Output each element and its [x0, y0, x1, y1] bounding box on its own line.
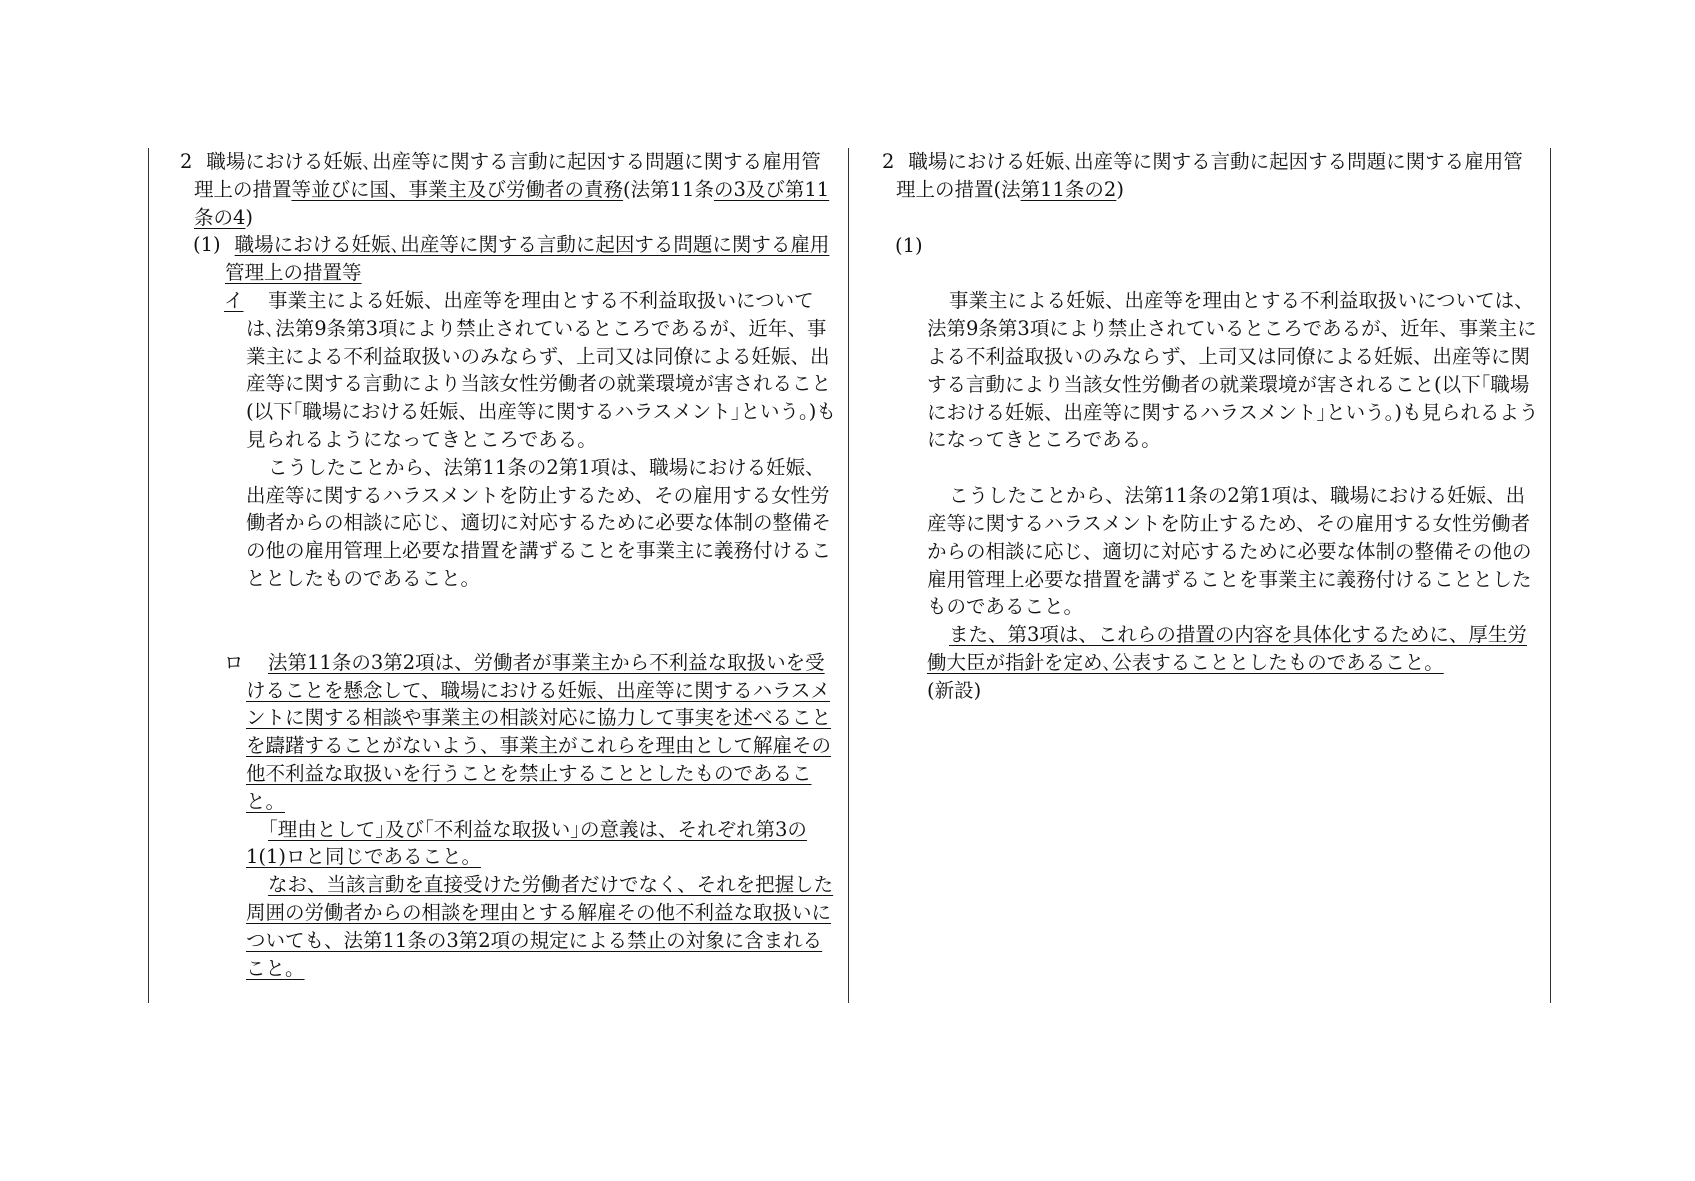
amended-text: 等並びに国、事業主及び労働者の責務 — [291, 177, 624, 201]
amended-text: 第11条の2 — [1020, 177, 1117, 201]
amended-text: ｢理由として｣及び｢不利益な取扱い｣の意義は、それぞれ第3の1(1)ロと同じであること。 — [246, 817, 807, 869]
item-i-paragraph-2: こうしたことから、法第11条の2第1項は、職場における妊娠、出産等に関するハラスメントを防止するため、その雇用する女性労働者からの相談に応じ、適切に対応するために必要な体制の整備その他の雇用管理上必要な措置を講ずることを事業主に義務付けることとしたものであること。 — [246, 455, 832, 590]
body-paragraph-2: こうしたことから、法第11条の2第1項は、職場における妊娠、出産等に関するハラスメントを防止するため、その雇用する女性労働者からの相談に応じ、適切に対応するために必要な体制の整備その他の雇用管理上必要な措置を講ずることを事業主に義務付けることとしたものであること。 — [927, 484, 1532, 619]
revised-column — [180, 148, 840, 982]
item-mark: ロ — [224, 650, 244, 674]
item-ro-paragraph-2 — [180, 816, 840, 872]
item-mark: イ — [224, 288, 244, 312]
left-border-line — [148, 148, 149, 1003]
item-ro-paragraph-3 — [180, 871, 840, 982]
body-paragraph-3 — [882, 621, 1542, 677]
subsection-number: (1) — [895, 233, 923, 257]
amended-text: なお、当該言動を直接受けた労働者だけでなく、それを把握した周囲の労働者からの相談を理由とする解雇その他不利益な取扱いについても、法第11条の3第2項の規定による禁止の対象に含まれること。 — [246, 873, 834, 980]
item-i-paragraph: イ 事業主による妊娠、出産等を理由とする不利益取扱いについては､法第9条第3項により禁止されているところであるが、近年、事業主による不利益取扱いのみならず、上司又は同僚による妊娠、出産等に関する言動により当該女性労働者の就業環境が害されること(以下｢職場における妊娠、出産等に関するハラスメント｣という。)も見られるようになってきところである。 — [224, 288, 836, 451]
amended-text: の3及び第11条の4 — [194, 177, 830, 229]
amended-text: また、第3項は、これらの措置の内容を具体化するために、厚生労働大臣が指針を定め､公表することとしたものであること。 — [927, 623, 1527, 674]
right-border-line — [1550, 148, 1551, 1003]
current-column — [882, 148, 1542, 705]
new-provision-label: (新設) — [927, 678, 982, 702]
subsection-heading: (1) 職場における妊娠､出産等に関する言動に起因する問題に関する雇用管理上の措置等 — [193, 233, 830, 285]
section-heading: 2 職場における妊娠､出産等に関する言動に起因する問題に関する雇用管理上の措置等並びに国、事業主及び労働者の責務(法第11条の3及び第11条の4) — [180, 150, 830, 229]
amended-text: 法第11条の3第2項は、労働者が事業主から不利益な取扱いを受けることを懸念して、職場における妊娠、出産等に関するハラスメントに関する相談や事業主の相談対応に協力して事実を述べることを躊躇することがないよう、事業主がこれらを理由として解雇その他不利益な取扱いを行うことを禁止することとしたものであること。 — [246, 650, 832, 813]
section-heading: 2 職場における妊娠､出産等に関する言動に起因する問題に関する雇用管理上の措置(法第11条の2) — [882, 150, 1523, 201]
amended-text: 職場における妊娠､出産等に関する言動に起因する問題に関する雇用管理上の措置等 — [225, 233, 830, 285]
item-ro-paragraph — [180, 649, 840, 816]
body-paragraph-1: 事業主による妊娠、出産等を理由とする不利益取扱いについては、法第9条第3項により禁止されているところであるが、近年、事業主による不利益取扱いのみならず、上司又は同僚による妊娠、出産等に関する言動により当該女性労働者の就業環境が害されること(以下｢職場における妊娠、出産等に関するハラスメント｣という。)も見られるようになってきところである。 — [927, 289, 1539, 452]
center-divider-line — [848, 148, 849, 1003]
